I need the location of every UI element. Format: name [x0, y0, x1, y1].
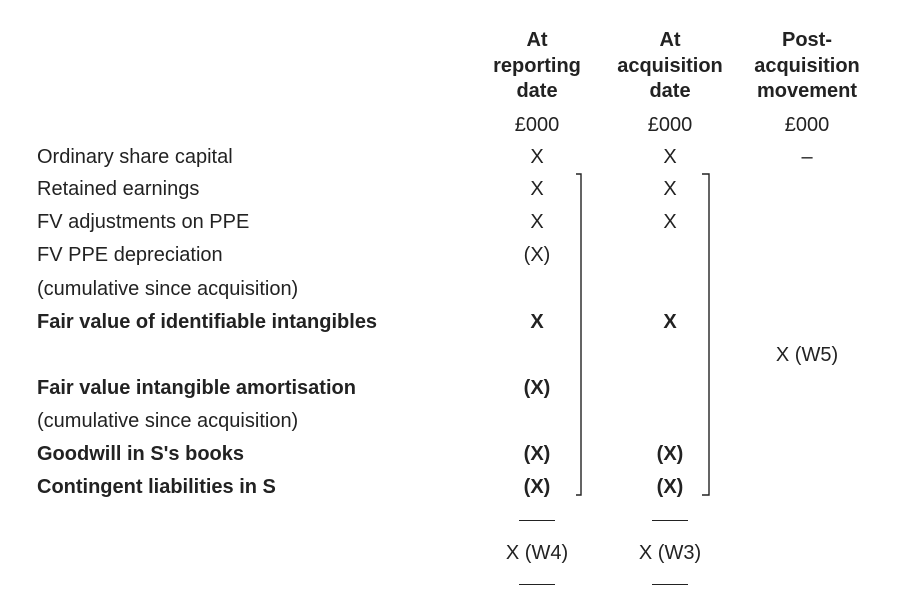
subtotal-rule-acquisition [652, 520, 688, 521]
header-acquisition-line2: acquisition [617, 55, 723, 77]
row-value-acquisition: X [663, 178, 677, 200]
row-label: FV adjustments on PPE [37, 211, 250, 233]
row-value-reporting: X [530, 311, 544, 333]
bracket-acquisition [694, 170, 724, 500]
header-reporting-line3: date [516, 80, 558, 102]
header-reporting-line2: reporting [493, 55, 581, 77]
row-label: Fair value intangible amortisation [37, 377, 356, 399]
row-value-acquisition: X [663, 146, 677, 168]
row-value-reporting: (X) [523, 244, 551, 266]
header-movement-line1: Post- [782, 29, 832, 51]
row-value-reporting: X [530, 146, 544, 168]
row-value-reporting: (X) [523, 377, 551, 399]
row-value-reporting: X [530, 178, 544, 200]
row-label: (cumulative since acquisition) [37, 278, 299, 300]
row-label: Ordinary share capital [37, 146, 233, 168]
row-label: Contingent liabilities in S [37, 476, 276, 498]
row-value-reporting: (X) [523, 443, 551, 465]
row-label: Retained earnings [37, 178, 200, 200]
unit-acquisition: £000 [647, 114, 693, 136]
total-rule-acquisition [652, 584, 688, 585]
unit-reporting: £000 [514, 114, 560, 136]
header-acquisition-line1: At [659, 29, 681, 51]
row-value-reporting: X [530, 211, 544, 233]
row-label: Fair value of identifiable intangibles [37, 311, 378, 333]
row-value-reporting: (X) [523, 476, 551, 498]
row-value-movement: X (W5) [775, 344, 839, 366]
unit-movement: £000 [784, 114, 830, 136]
header-reporting-line1: At [526, 29, 548, 51]
row-value-acquisition: X [663, 211, 677, 233]
total-rule-reporting [519, 584, 555, 585]
bracket-reporting [560, 170, 590, 500]
row-value-acquisition: (X) [656, 443, 684, 465]
row-label: FV PPE depreciation [37, 244, 223, 266]
row-value-movement: – [801, 146, 813, 168]
header-acquisition-line3: date [649, 80, 691, 102]
row-label: (cumulative since acquisition) [37, 410, 299, 432]
total-reporting: X (W4) [505, 542, 569, 564]
subtotal-rule-reporting [519, 520, 555, 521]
row-value-acquisition: (X) [656, 476, 684, 498]
header-movement-line3: movement [756, 80, 858, 102]
row-value-acquisition: X [663, 311, 677, 333]
header-movement-line2: acquisition [754, 55, 860, 77]
row-label: Goodwill in S's books [37, 443, 244, 465]
total-acquisition: X (W3) [638, 542, 702, 564]
